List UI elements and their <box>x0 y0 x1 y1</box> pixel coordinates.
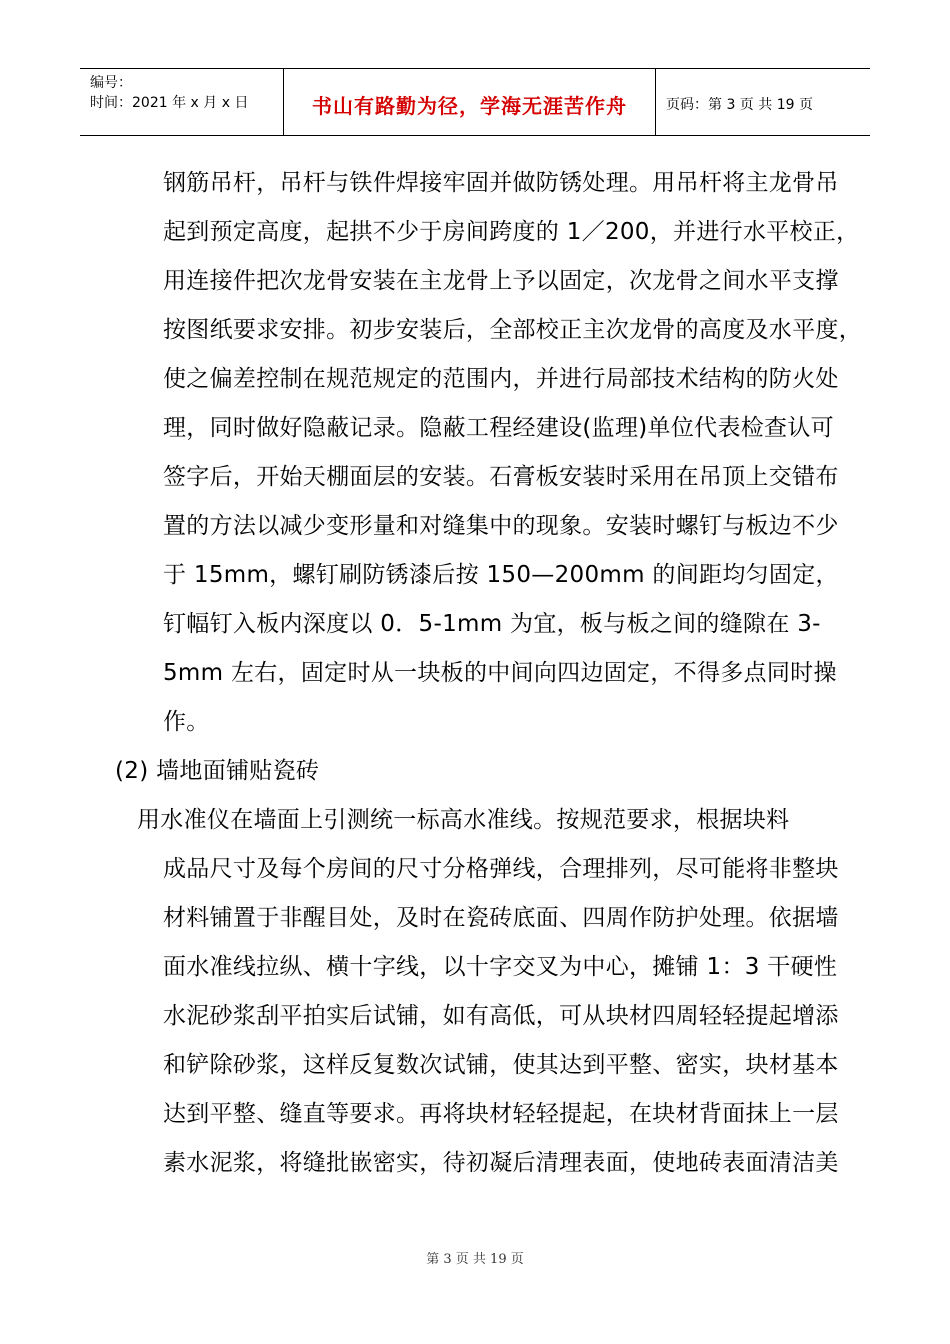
body-line: 用水准仪在墙面上引测统一标高水准线。按规范要求，根据块料 <box>137 807 790 833</box>
body-line: 水泥砂浆刮平拍实后试铺，如有高低，可从块材四周轻轻提起增添 <box>163 1003 839 1029</box>
body-line: 置的方法以减少变形量和对缝集中的现象。安装时螺钉与板边不少 <box>163 513 839 539</box>
document-time-label: 时间：2021 年 x 月 x 日 <box>90 95 249 111</box>
body-line: 作。 <box>163 709 210 735</box>
header-page-info: 页码：第 3 页 共 19 页 <box>666 97 813 113</box>
body-line: 成品尺寸及每个房间的尺寸分格弹线，合理排列，尽可能将非整块 <box>163 856 839 882</box>
document-header <box>80 68 870 136</box>
body-line: 5mm 左右，固定时从一块板的中间向四边固定，不得多点同时操 <box>163 660 837 686</box>
body-line: 和铲除砂浆，这样反复数次试铺，使其达到平整、密实，块材基本 <box>163 1052 839 1078</box>
body-line: 用连接件把次龙骨安装在主龙骨上予以固定，次龙骨之间水平支撑 <box>163 268 839 294</box>
document-number-label: 编号： <box>90 75 132 91</box>
body-line: 钢筋吊杆，吊杆与铁件焊接牢固并做防锈处理。用吊杆将主龙骨吊 <box>163 170 839 196</box>
body-line: 理，同时做好隐蔽记录。隐蔽工程经建设(监理)单位代表检查认可 <box>163 415 834 441</box>
header-motto: 书山有路勤为径，学海无涯苦作舟 <box>283 69 656 135</box>
body-line: 于 15mm，螺钉刷防锈漆后按 150—200mm 的间距均匀固定， <box>163 562 839 588</box>
page-footer: 第 3 页 共 19 页 <box>426 1252 524 1267</box>
body-line: 按图纸要求安排。初步安装后，全部校正主次龙骨的高度及水平度， <box>163 317 862 343</box>
body-line: 达到平整、缝直等要求。再将块材轻轻提起，在块材背面抹上一层 <box>163 1101 839 1127</box>
body-line: 材料铺置于非醒目处，及时在瓷砖底面、四周作防护处理。依据墙 <box>163 905 839 931</box>
body-line: 面水准线拉纵、横十字线，以十字交叉为中心，摊铺 1：3 干硬性 <box>163 954 838 980</box>
body-line: 素水泥浆，将缝批嵌密实，待初凝后清理表面，使地砖表面清洁美 <box>163 1150 839 1176</box>
header-meta-cell <box>80 69 283 135</box>
body-line: 签字后，开始天棚面层的安装。石膏板安装时采用在吊顶上交错布 <box>163 464 839 490</box>
section-heading: (2) 墙地面铺贴瓷砖 <box>115 758 320 784</box>
body-line: 使之偏差控制在规范规定的范围内，并进行局部技术结构的防火处 <box>163 366 839 392</box>
body-line: 钉幅钉入板内深度以 0．5-1mm 为宜，板与板之间的缝隙在 3- <box>163 611 821 637</box>
body-line: 起到预定高度，起拱不少于房间跨度的 1／200，并进行水平校正， <box>163 219 860 245</box>
